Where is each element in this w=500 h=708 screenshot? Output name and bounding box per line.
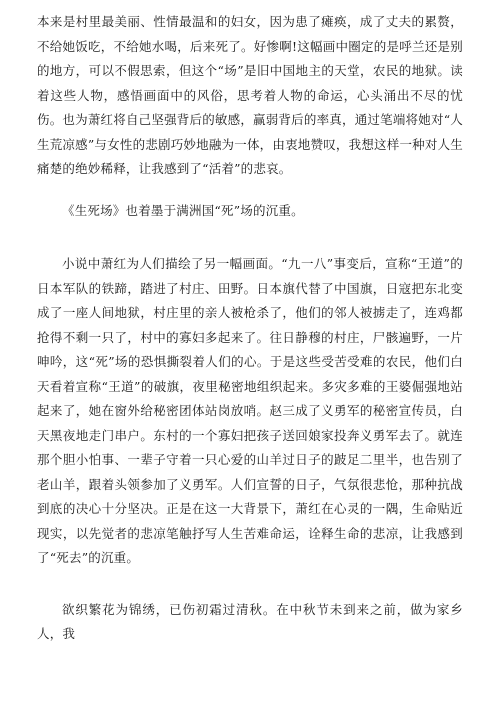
paragraph-1: 本来是村里最美丽、性情最温和的妇女，因为患了瘫痪，成了丈夫的累赘，不给她饭吃，不给她水喝，后来死了。好惨啊!这幅画中圈定的是呼兰还是别的地方，可以不假思索，但这个“场”是旧中国地主的天堂，农民的地狱。读着这些人物，感悟画面中的风俗，思考着人物的命运，心头涌出不尽的忧伤。也为萧红将自己坚强背后的敏感，赢弱背后的率真，通过笔端将她对“人生荒凉感”与女性的悲剧巧妙地融为一体，由衷地赞叹，我想这样一种对人生痛楚的绝妙稀释，让我感到了“活着”的悲哀。 xyxy=(37,14,463,176)
paragraph-3: 小说中萧红为人们描绘了另一幅画面。“九一八”事变后，宣称“王道”的日本军队的铁蹄，踏进了村庄、田野。日本旗代替了中国旗，日寇把东北变成了一座人间地狱，村庄里的亲人被枪杀了，他们的邻人被掳走了，连鸡都抢得不剩一只了，村中的寡妇多起来了。往日静穆的村庄，尸骸遍野，一片呻吟，这“死”场的恐惧撕裂着人们的心。于是这些受苦受难的农民，他们白天看着宣称“王道”的破旗，夜里秘密地组织起来。多灾多难的王婆倔强地站起来了，她在窗外给秘密团体站岗放哨。赵三成了义勇军的秘密宣传员，白天黑夜地走门串户。东村的一个寡妇把孩子送回娘家投奔义勇军去了。就连那个胆小怕事、一辈子守着一只心爱的山羊过日子的跛足二里半，也告别了老山羊，跟着头领参加了义勇军。人们宣誓的日子，气氛很悲怆，那种抗战到底的决心十分坚决。正是在这一大背景下，萧红在心灵的一隅，生命贴近现实，以先觉者的悲凉笔触抒写人生苦难命运，诠释生命的悲凉，让我感到了“死去”的沉重。 xyxy=(37,256,463,565)
document-page xyxy=(37,10,463,647)
paragraph-4: 欲织繁花为锦绣，已伤初霜过清秋。在中秋节未到来之前，做为家乡人，我 xyxy=(37,601,463,641)
paragraph-2: 《生死场》也着墨于满洲国“死”场的沉重。 xyxy=(62,202,304,218)
